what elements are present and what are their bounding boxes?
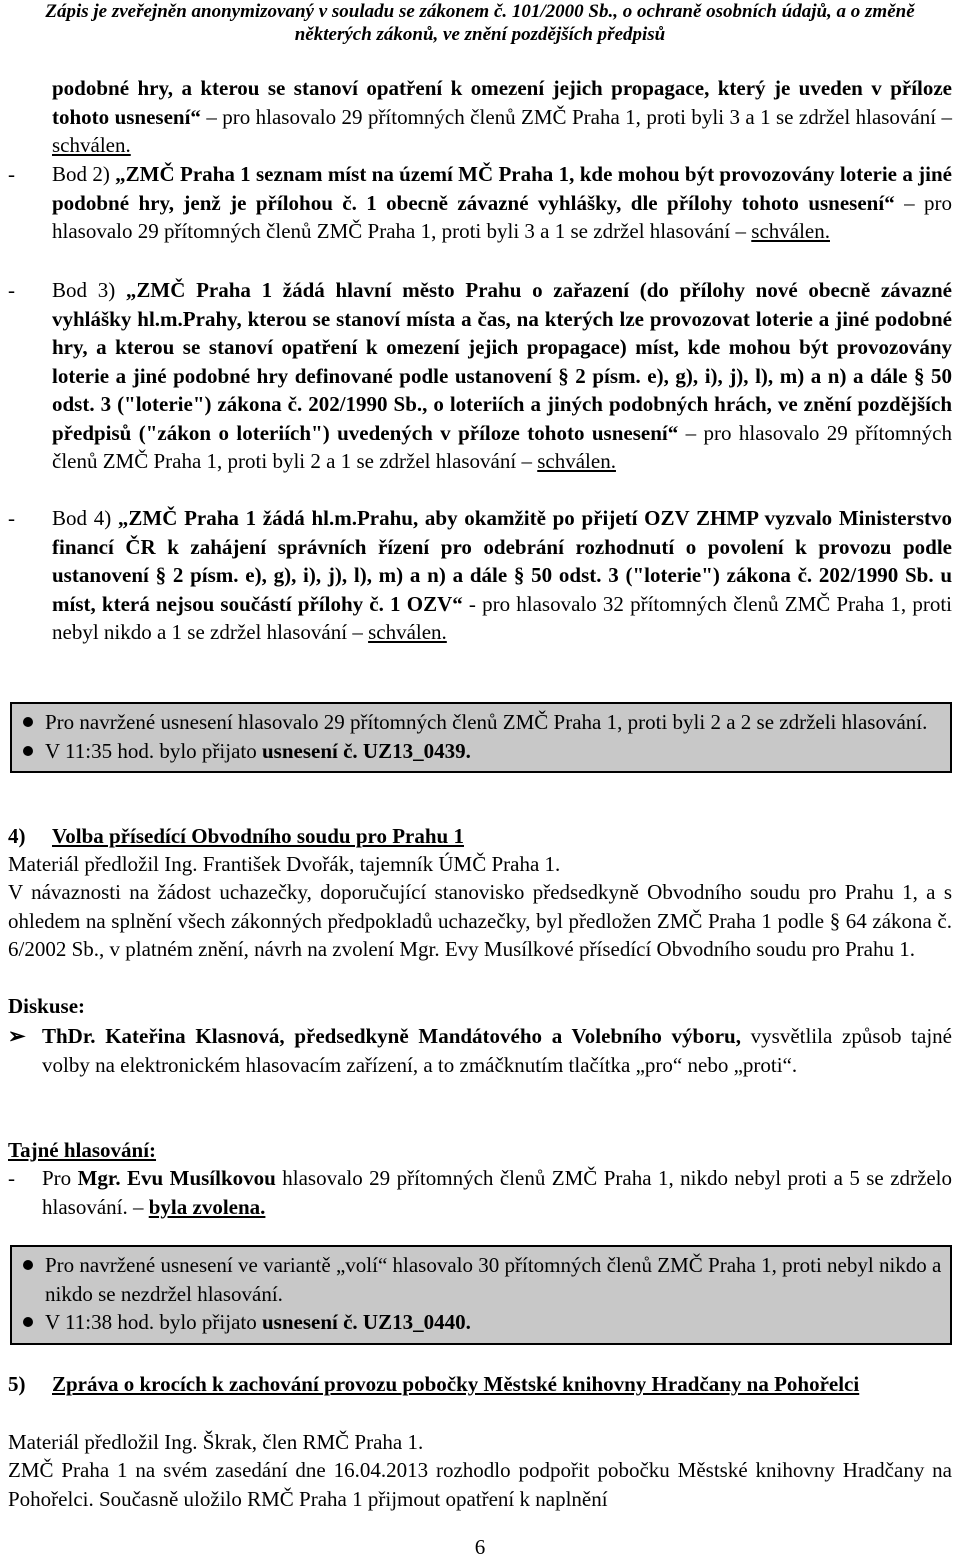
- section-5-heading: [8, 1370, 952, 1399]
- section-5-material: Materiál předložil Ing. Škrak, člen RMČ Praha 1.: [8, 1430, 424, 1454]
- section-5-number: 5): [8, 1372, 26, 1396]
- section-4-material: Materiál předložil Ing. František Dvořák, tajemník ÚMČ Praha 1.: [8, 852, 561, 876]
- box1-time-text: V 11:35 hod. bylo přijato: [45, 738, 262, 763]
- header-line-2: některých zákonů, ve znění pozdějších předpisů: [294, 24, 666, 45]
- resolution-box-uz13-0439: [10, 702, 952, 773]
- bod4-label: Bod 4): [52, 506, 118, 530]
- bullet-icon: [23, 717, 33, 727]
- section-5-title: Zpráva o krocích k zachování provozu pobočky Městské knihovny Hradčany na Pohořelci: [52, 1372, 860, 1396]
- bod2-dash: -: [8, 162, 15, 186]
- header-line-1: Zápis je zveřejněn anonymizovaný v souladu se zákonem č. 101/2000 Sb., o ochraně osobních údajů, a o změně: [45, 1, 915, 22]
- secret-vote-label: Tajné hlasování:: [8, 1138, 157, 1162]
- box2-vote-text: Pro navržené usnesení ve variantě „volí“ hlasovalo 30 přítomných členů ZMČ Praha 1, proti nebyl nikdo a nikdo se nezdržel hlasování.: [45, 1253, 942, 1306]
- bod1-continuation: [52, 74, 952, 160]
- discussion-text: [42, 1022, 952, 1079]
- secret-vote-item: [8, 1164, 952, 1221]
- bod4-text: [52, 504, 952, 647]
- section-4-heading: [8, 822, 952, 851]
- anonymization-header: [0, 0, 960, 46]
- section-4-title: Volba přísedící Obvodního soudu pro Prahu 1: [52, 824, 464, 848]
- resolution-box-uz13-0440: [10, 1245, 952, 1345]
- arrow-bullet-icon: ➢: [8, 1024, 26, 1048]
- discussion-item: [8, 1022, 952, 1079]
- bod4-vote: - pro hlasovalo 32 přítomných členů ZMČ Praha 1, proti nebyl nikdo a 1 se zdržel hlasování –: [52, 591, 953, 644]
- bod1-resolution-text: podobné hry, a kterou se stanoví opatření k omezení jejich propagace, který je uveden v příloze tohoto usnesení“: [52, 76, 952, 129]
- box1-bullet-1: [12, 708, 944, 737]
- bod2-resolution: „ZMČ Praha 1 seznam míst na území MČ Praha 1, kde mohou být provozovány loterie a jiné podobné hry, jenž je přílohou č. 1 obecně závazné vyhlášky, dle přílohy tohoto usnesení“: [52, 162, 953, 215]
- bod4-resolution: „ZMČ Praha 1 žádá hl.m.Prahu, aby okamžitě po přijetí OZV ZHMP vyzvalo Ministerstvo financí ČR k zahájení správních řízení pro odebrání rozhodnutí o povolení k provozu podle ustanovení § 2 písm. e), g), i), j), l), m) a n) a dále § 50 odst. 3 ("loterie") zákona č. 202/1990 Sb. u míst, která nejsou součástí přílohy č. 1 OZV“: [52, 506, 952, 616]
- box2-bullet-1: [12, 1251, 944, 1308]
- secret-vote-prefix: Pro: [42, 1166, 78, 1190]
- bod3-vote: – pro hlasovalo 29 přítomných členů ZMČ Praha 1, proti byli 2 a 1 se zdržel hlasování –: [52, 420, 952, 473]
- page-number: 6: [474, 1535, 486, 1559]
- secret-vote-result-text: hlasovalo 29 přítomných členů ZMČ Praha 1, nikdo nebyl proti a 5 se zdrželo hlasování. –: [42, 1166, 952, 1219]
- secret-vote-result: byla zvolena.: [148, 1194, 266, 1219]
- bod2-label: Bod 2): [52, 162, 116, 186]
- bod1-result: schválen.: [52, 133, 131, 157]
- box2-resolution-number: usnesení č. UZ13_0440.: [262, 1310, 471, 1334]
- section-4-number: 4): [8, 824, 26, 848]
- bod1-vote-text: – pro hlasovalo 29 přítomných členů ZMČ Praha 1, proti byli 3 a 1 se zdržel hlasování –: [200, 104, 952, 129]
- bod2-result: schválen.: [751, 219, 830, 243]
- bod4-result: schválen.: [368, 620, 447, 644]
- box1-bullet-2: [12, 737, 944, 766]
- bullet-icon: [23, 1260, 33, 1270]
- bod2-vote: – pro hlasovalo 29 přítomných členů ZMČ Praha 1, proti byli 3 a 1 se zdržel hlasování –: [52, 190, 952, 243]
- discussion-content: vysvětlila způsob tajné volby na elektronickém hlasovacím zařízení, a to zmáčknutím tlačítka „pro“ nebo „proti“.: [42, 1024, 952, 1077]
- bod4-item: [8, 504, 952, 647]
- box1-vote-text: Pro navržené usnesení hlasovalo 29 přítomných členů ZMČ Praha 1, proti byli 2 a 2 se zdrželi hlasování.: [45, 710, 928, 734]
- bod3-label: Bod 3): [52, 278, 126, 302]
- secret-vote-candidate: Mgr. Evu Musílkovou: [77, 1166, 276, 1190]
- discussion-label: Diskuse:: [8, 994, 86, 1018]
- bod3-text: [52, 276, 952, 476]
- box1-resolution-number: usnesení č. UZ13_0439.: [262, 738, 471, 763]
- bod3-item: [8, 276, 952, 476]
- bullet-icon: [23, 1317, 33, 1327]
- bod3-dash: -: [8, 278, 15, 302]
- section-5-paragraph: ZMČ Praha 1 na svém zasedání dne 16.04.2013 rozhodlo podpořit pobočku Městské knihovny Hradčany na Pohořelci. Současně uložilo RMČ Praha 1 přijmout opatření k naplnění: [8, 1458, 952, 1511]
- bullet-icon: [23, 746, 33, 756]
- bod3-result: schválen.: [537, 449, 616, 473]
- secret-vote-dash: -: [8, 1166, 15, 1190]
- bod4-dash: -: [8, 506, 15, 530]
- bod2-item: [8, 160, 952, 246]
- secret-vote-text: [42, 1164, 952, 1221]
- box2-bullet-2: [12, 1308, 944, 1337]
- section-4-paragraph: V návaznosti na žádost uchazečky, doporučující stanovisko předsedkyně Obvodního soudu pro Prahu 1, a s ohledem na splnění všech zákonných předpokladů uchazečky, byl předložen ZMČ Praha 1 podle § 64 zákona č. 6/2002 Sb., v platném znění, návrh na zvolení Mgr. Evy Musílkové přísedící Obvodního soudu pro Prahu 1.: [8, 880, 952, 961]
- box2-time-text: V 11:38 hod. bylo přijato: [45, 1310, 262, 1334]
- bod2-text: [52, 160, 952, 246]
- discussion-speaker: ThDr. Kateřina Klasnová, předsedkyně Mandátového a Volebního výboru,: [42, 1024, 741, 1048]
- bod3-resolution: „ZMČ Praha 1 žádá hlavní město Prahu o zařazení (do přílohy nové obecně závazné vyhlášky hl.m.Prahy, kterou se stanoví místa a čas, na kterých lze provozovat loterie a jiné podobné hry, a kterou se stanoví opatření k omezení jejich propagace) míst, kde mohou být provozovány loterie a jiné podobné hry definované podle ustanovení § 2 písm. e), g), i), j), l), m) a n) a dále § 50 odst. 3 ("loterie") zákona č. 202/1990 Sb., o loteriích a jiných podobných hrách, ve znění pozdějších předpisů ("zákon o loteriích") uvedených v příloze tohoto usnesení“: [52, 278, 952, 445]
